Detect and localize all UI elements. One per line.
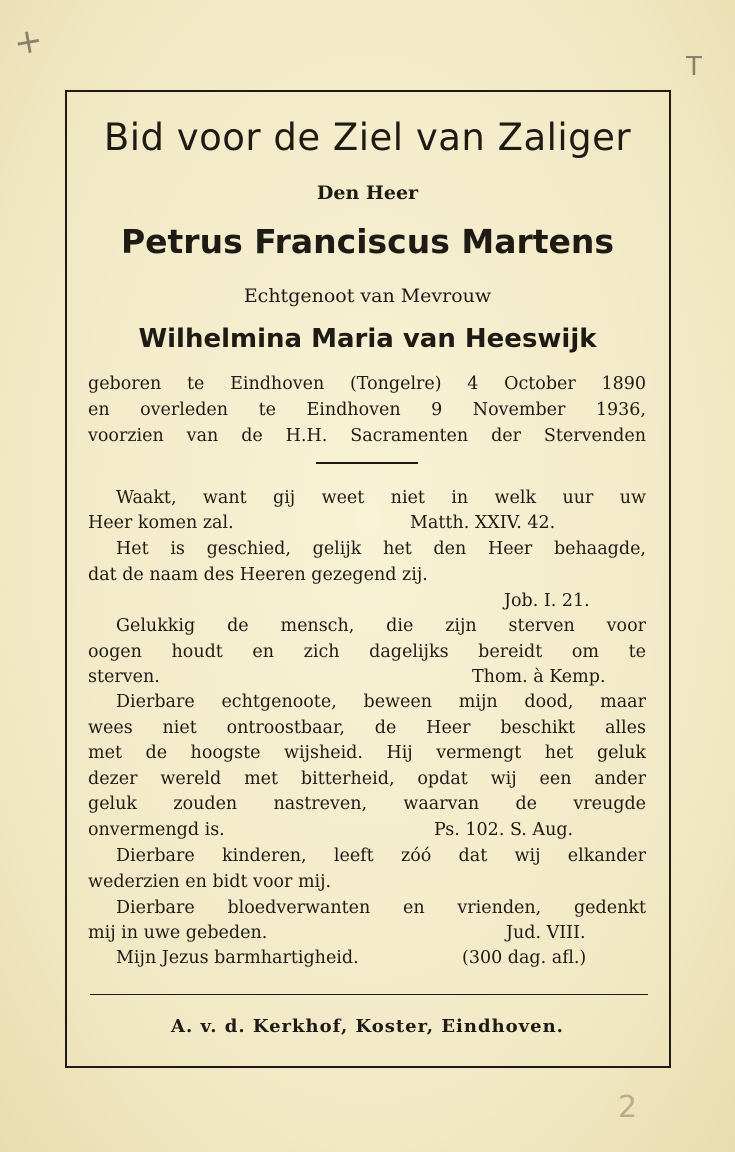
deceased-name: Petrus Franciscus Martens xyxy=(120,222,615,261)
verse-1-line-2: Heer komen zal. xyxy=(88,513,234,533)
bio-line-death: en overleden te Eindhoven 9 November 1936, xyxy=(88,400,646,420)
verse-3-row-3 xyxy=(88,665,646,689)
divider-long xyxy=(90,994,648,995)
card-title: Bid voor de Ziel van Zaliger xyxy=(103,116,632,159)
verse-2-line-1: Het is geschied, gelijk het den Heer behaagde, xyxy=(116,539,646,559)
verse-3-line-1: Gelukkig de mensch, die zijn sterven voor xyxy=(116,616,646,636)
honorific: Den Heer xyxy=(316,182,419,204)
verse-7-row xyxy=(88,946,646,970)
verse-4-line-1: Dierbare echtgenoote, beween mijn dood, maar xyxy=(116,692,646,712)
verse-4-line-3: met de hoogste wijsheid. Hij vermengt het geluk xyxy=(88,743,646,763)
verse-6-reference: Jud. VIII. xyxy=(506,923,586,943)
divider-short xyxy=(316,462,418,464)
verse-7-reference: (300 dag. afl.) xyxy=(462,948,587,968)
spouse-name: Wilhelmina Maria van Heeswijk xyxy=(138,324,597,354)
verse-4-line-5: geluk zouden nastreven, waarvan de vreugde xyxy=(88,794,646,814)
verse-2-reference: Job. I. 21. xyxy=(504,591,590,611)
pencil-mark-bottom-right: 2 xyxy=(618,1090,638,1125)
verse-6-row-2 xyxy=(88,921,646,945)
verse-6-line-2: mij in uwe gebeden. xyxy=(88,923,268,943)
verse-4-line-4: dezer wereld met bitterheid, opdat wij een ander xyxy=(88,769,646,789)
bio-line-sacraments: voorzien van de H.H. Sacramenten der Stervenden xyxy=(88,426,646,446)
printer-credit: A. v. d. Kerkhof, Koster, Eindhoven. xyxy=(171,1016,564,1037)
verse-2-line-2: dat de naam des Heeren gezegend zij. xyxy=(88,565,428,585)
verse-3-line-2: oogen houdt en zich dagelijks bereidt om te xyxy=(88,642,646,662)
verse-6-line-1: Dierbare bloedverwanten en vrienden, gedenkt xyxy=(116,898,646,918)
pencil-mark-top-left: + xyxy=(10,19,46,65)
verse-4-line-6: onvermengd is. xyxy=(88,820,225,840)
bio-line-birth: geboren te Eindhoven (Tongelre) 4 October 1890 xyxy=(88,374,646,394)
verse-1-line-1: Waakt, want gij weet niet in welk uur uw xyxy=(116,488,646,508)
verse-2-row-3 xyxy=(88,589,646,613)
spouse-caption: Echtgenoot van Mevrouw xyxy=(243,285,492,307)
verse-4-line-2: wees niet ontroostbaar, de Heer beschikt alles xyxy=(88,718,646,738)
verse-5-line-2: wederzien en bidt voor mij. xyxy=(88,872,332,892)
pencil-mark-top-right: T xyxy=(686,52,702,82)
verse-1-reference: Matth. XXIV. 42. xyxy=(410,513,556,533)
verse-3-reference: Thom. à Kemp. xyxy=(472,667,606,687)
verse-4-reference: Ps. 102. S. Aug. xyxy=(434,820,574,840)
verse-3-line-3: sterven. xyxy=(88,667,160,687)
verse-4-row-6 xyxy=(88,818,646,842)
verse-7-line-1: Mijn Jezus barmhartigheid. xyxy=(116,948,359,968)
verse-1-row-2 xyxy=(88,511,646,535)
verse-5-line-1: Dierbare kinderen, leeft zóó dat wij elkander xyxy=(116,846,646,866)
